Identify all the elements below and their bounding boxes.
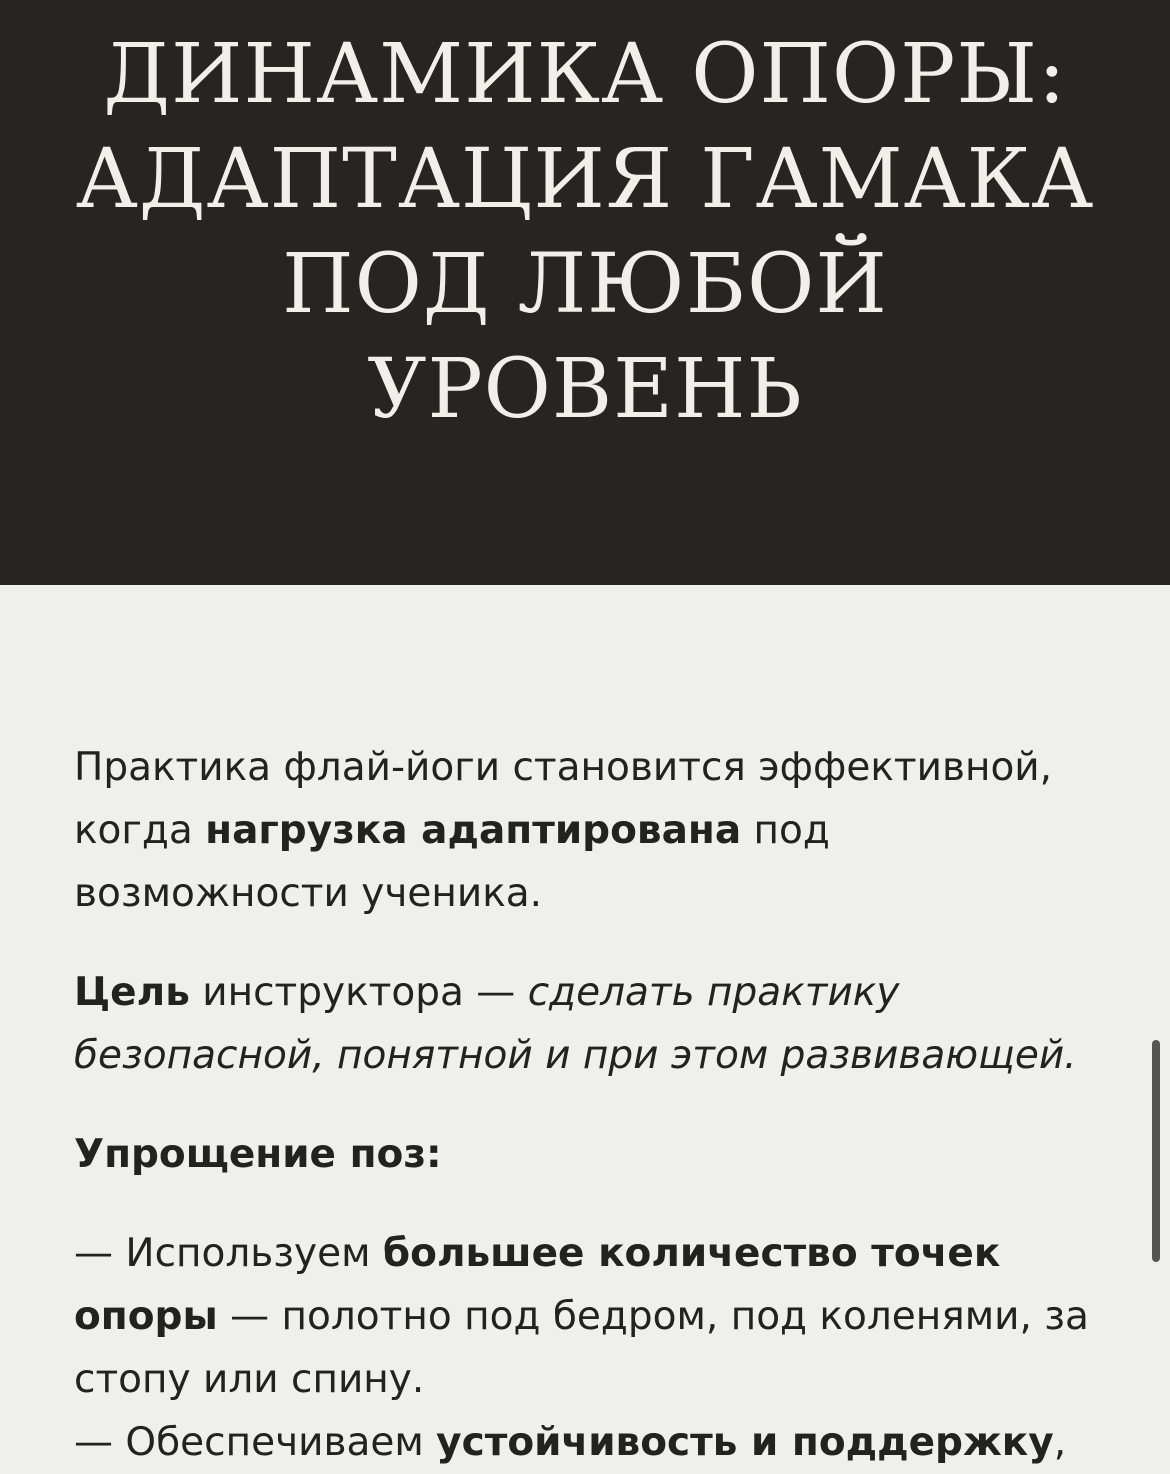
list-item-emphasis: устойчивость и поддержку [436,1420,1054,1465]
hero-banner [0,0,1170,585]
list-item-text-end: — полотно под бедром, под коленями, за стопу или спину. [74,1294,1089,1402]
goal-text: инструктора — [189,970,528,1015]
title-line: ДИНАМИКА ОПОРЫ: [103,27,1067,122]
page-title [0,22,1170,442]
scrollbar[interactable] [1152,1040,1160,1262]
intro-paragraph [74,736,1114,925]
intro-text: Практика флай-йоги становится эффективной, когда [74,745,1053,853]
list-paragraph [74,1222,1114,1474]
goal-italic: сделать практику безопасной, понятной и при этом развивающей. [74,970,1077,1078]
list-item-text: — Обеспечиваем [74,1420,437,1465]
list-item-emphasis: большее количество точек опоры [74,1231,1001,1339]
list-item [74,1231,1089,1402]
goal-paragraph [74,961,1114,1087]
intro-emphasis: нагрузка адаптирована [205,808,742,853]
article-body [74,736,1114,1474]
goal-label: Цель [74,970,190,1015]
title-line: УРОВЕНЬ [367,342,803,437]
title-line: АДАПТАЦИЯ ГАМАКА [75,132,1095,227]
list-item [74,1420,1066,1465]
section-heading [74,1123,1114,1186]
list-item-text-end: , [1053,1420,1067,1465]
list-item-text: — Используем [74,1231,383,1276]
title-line: ПОД ЛЮБОЙ [282,237,888,332]
intro-text-end: под возможности ученика. [74,808,830,916]
section-heading-text: Упрощение поз: [74,1132,442,1177]
